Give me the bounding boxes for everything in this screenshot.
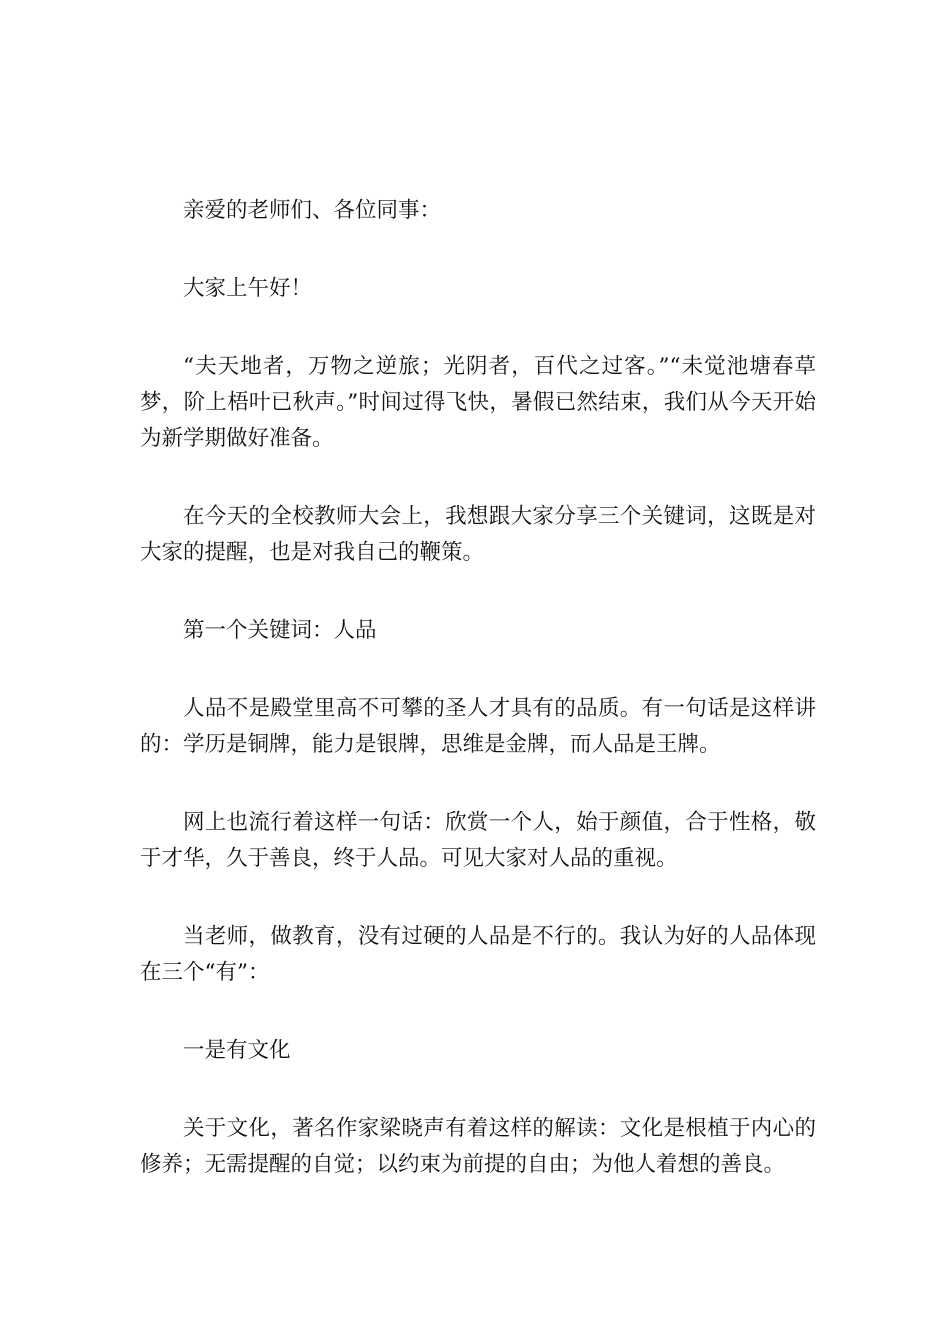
salutation: 亲爱的老师们、各位同事： bbox=[183, 198, 442, 223]
section-heading: 第一个关键词：人品 bbox=[183, 618, 377, 643]
body-paragraph: 人品不是殿堂里高不可攀的圣人才具有的品质。有一句话是这样讲的：学历是铜牌，能力是银牌，思维是金牌，而人品是王牌。 bbox=[140, 696, 816, 757]
body-paragraph: 关于文化，著名作家梁晓声有着这样的解读：文化是根植于内心的修养；无需提醒的自觉；以约束为前提的自由；为他人着想的善良。 bbox=[140, 1116, 816, 1177]
body-paragraph: 在今天的全校教师大会上，我想跟大家分享三个关键词，这既是对大家的提醒，也是对我自己的鞭策。 bbox=[140, 504, 816, 565]
document-body bbox=[140, 193, 816, 1225]
greeting: 大家上午好！ bbox=[183, 276, 313, 301]
body-paragraph: “夫天地者，万物之逆旅；光阴者，百代之过客。”“未觉池塘春草梦，阶上梧叶已秋声。”时间过得飞快，暑假已然结束，我们从今天开始为新学期做好准备。 bbox=[140, 354, 816, 451]
subsection-heading: 一是有文化 bbox=[183, 1038, 291, 1063]
body-paragraph: 当老师，做教育，没有过硬的人品是不行的。我认为好的人品体现在三个“有”： bbox=[140, 924, 816, 985]
body-paragraph: 网上也流行着这样一句话：欣赏一个人，始于颜值，合于性格，敬于才华，久于善良，终于人品。可见大家对人品的重视。 bbox=[140, 810, 816, 871]
